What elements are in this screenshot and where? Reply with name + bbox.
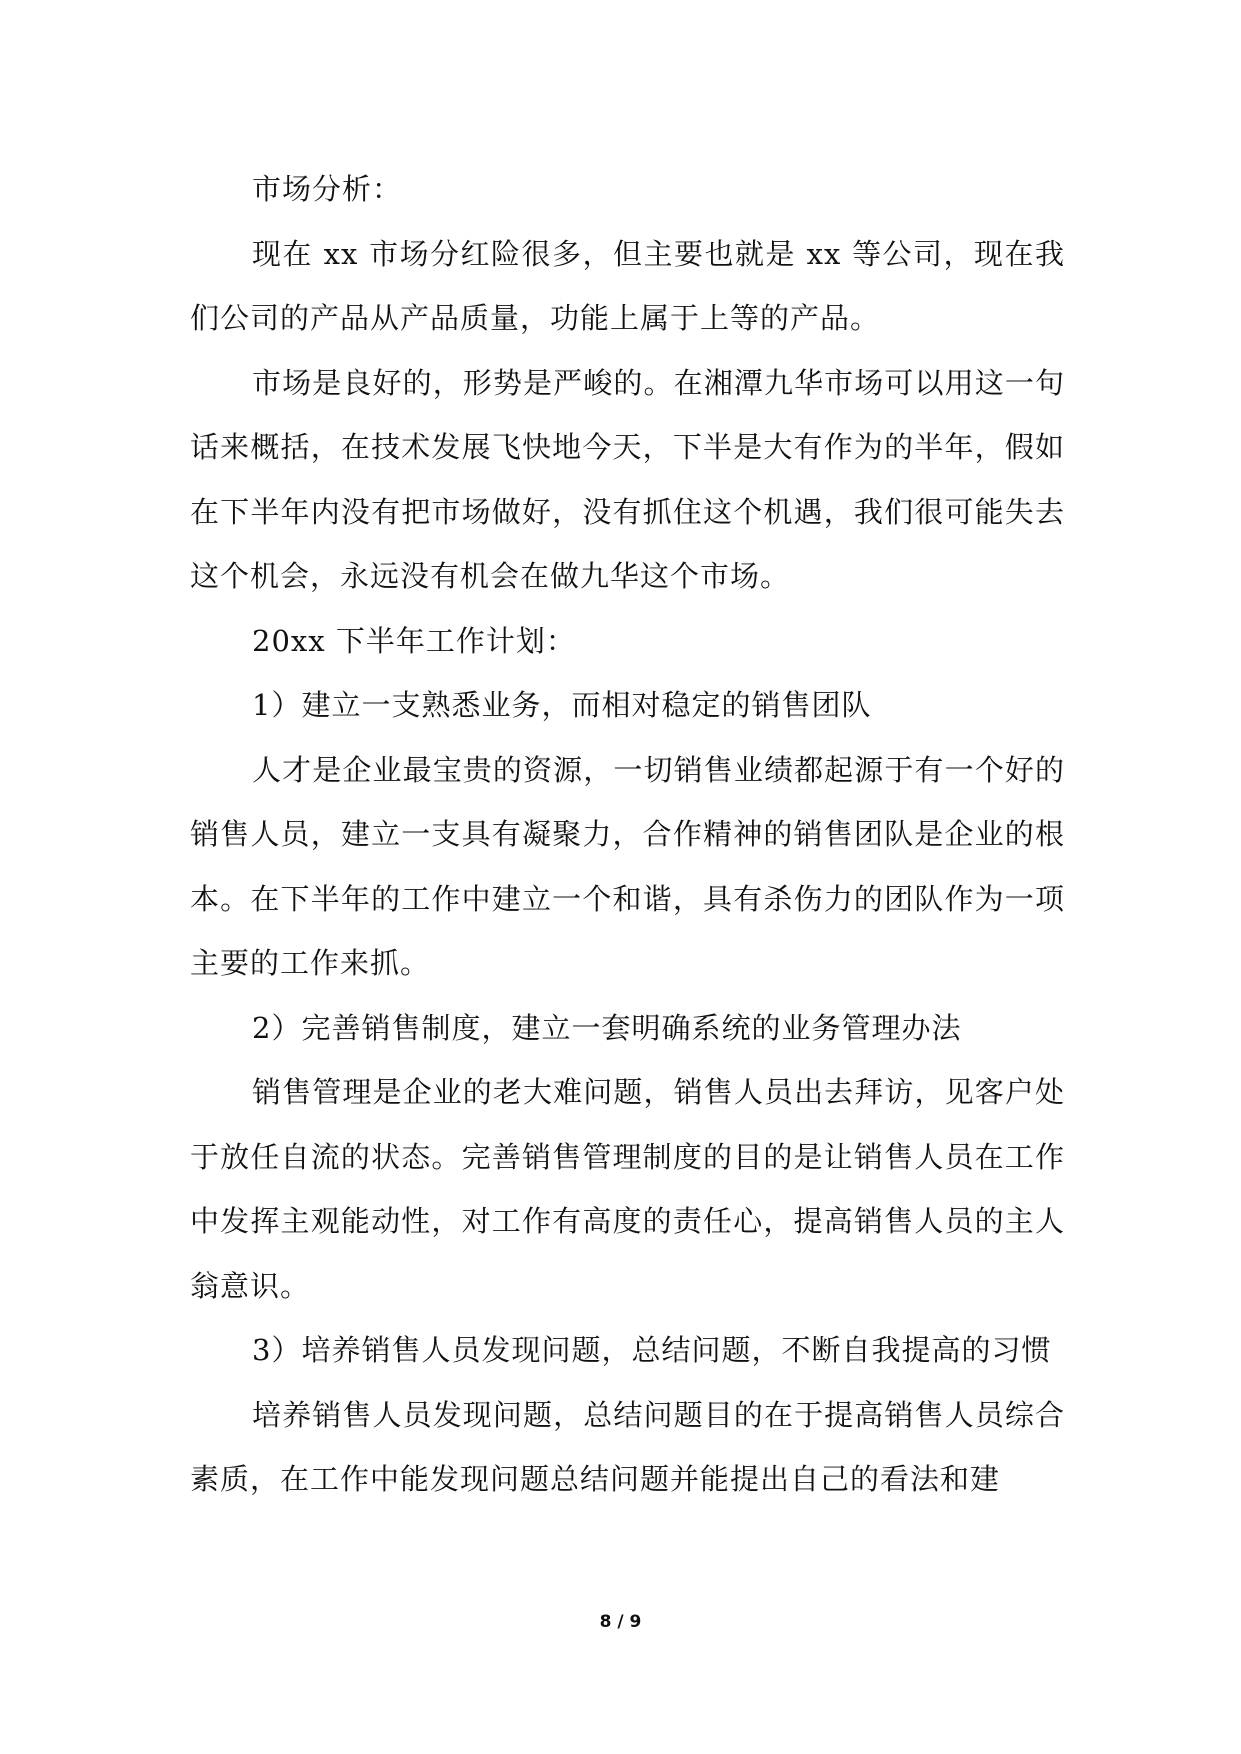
paragraph-market-overview: 现在 xx 市场分红险很多，但主要也就是 xx 等公司，现在我们公司的产品从产品质量，功能上属于上等的产品。	[190, 236, 1065, 335]
heading-work-plan: 20xx 下半年工作计划：	[252, 623, 576, 658]
plan-item-1-title: 1）建立一支熟悉业务，而相对稳定的销售团队	[252, 688, 872, 722]
plan-item-3-body: 培养销售人员发现问题，总结问题目的在于提高销售人员综合素质，在工作中能发现问题总结问题并能提出自己的看法和建	[190, 1397, 1065, 1496]
plan-item-2-body: 销售管理是企业的老大难问题，销售人员出去拜访，见客户处于放任自流的状态。完善销售管理制度的目的是让销售人员在工作中发挥主观能动性，对工作有高度的责任心，提高销售人员的主人翁意识。	[190, 1075, 1065, 1303]
paragraph-market-situation: 市场是良好的，形势是严峻的。在湘潭九华市场可以用这一句话来概括，在技术发展飞快地今天，下半是大有作为的半年，假如在下半年内没有把市场做好，没有抓住这个机遇，我们很可能失去这个机会，永远没有机会在做九华这个市场。	[190, 365, 1065, 593]
page-number: 8 / 9	[599, 1612, 642, 1632]
heading-market-analysis: 市场分析：	[252, 172, 403, 206]
document-body	[190, 157, 1065, 1512]
plan-item-2-title: 2）完善销售制度，建立一套明确系统的业务管理办法	[252, 1010, 962, 1045]
plan-item-1-body: 人才是企业最宝贵的资源，一切销售业绩都起源于有一个好的销售人员，建立一支具有凝聚力，合作精神的销售团队是企业的根本。在下半年的工作中建立一个和谐，具有杀伤力的团队作为一项主要的工作来抓。	[190, 752, 1065, 980]
plan-item-3-title: 3）培养销售人员发现问题，总结问题，不断自我提高的习惯	[252, 1333, 1052, 1367]
